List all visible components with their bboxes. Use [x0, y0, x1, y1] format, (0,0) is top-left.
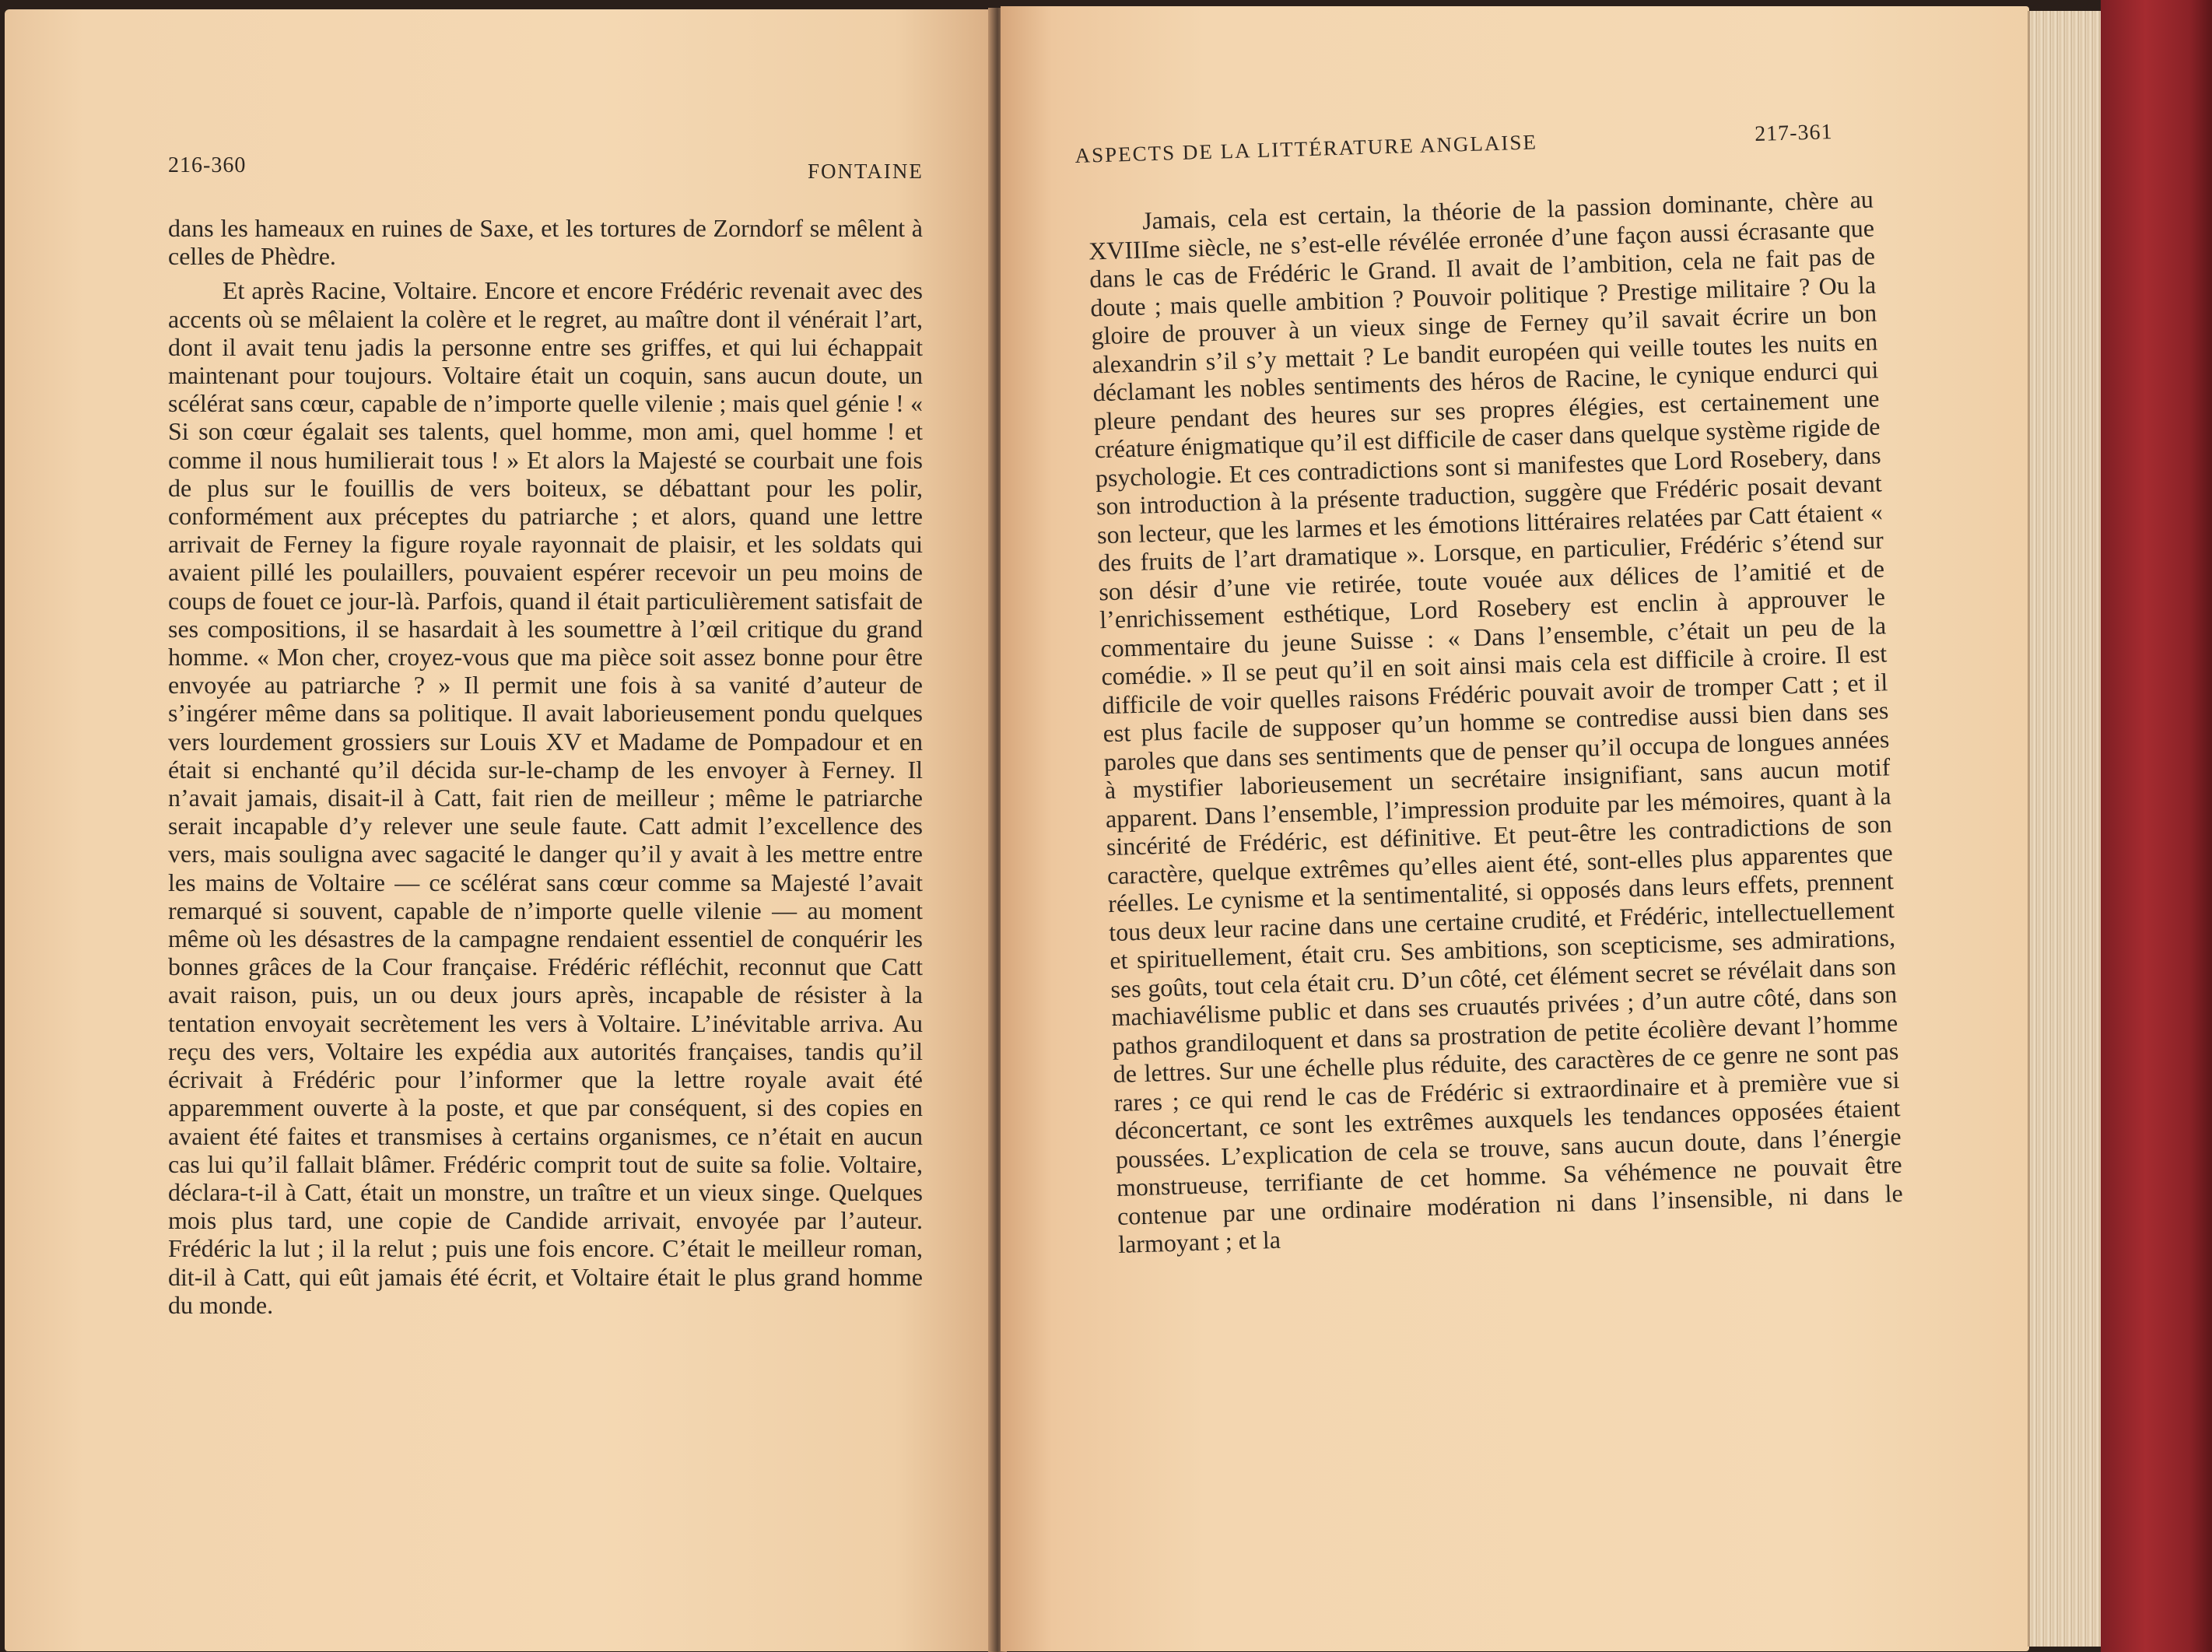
left-paragraph: dans les hameaux en ruines de Saxe, et les tortures de Zorndorf se mêlent à celles de Phèdre.: [168, 214, 923, 271]
right-running-head: ASPECTS DE LA LITTÉRATURE ANGLAISE: [1074, 130, 1538, 167]
left-page-header: [5, 153, 994, 200]
left-page: [5, 9, 994, 1651]
right-page-header: [1001, 116, 2029, 193]
left-running-head: FONTAINE: [808, 160, 924, 183]
book-cover: [2101, 0, 2212, 1652]
left-paragraph: Et après Racine, Voltaire. Encore et encore Frédéric revenait avec des accents où se mêlaient la colère et le regret, au maître dont il vénérait l’art, dont il avait tenu jadis la personne entre ses griffes, et qui lui échappait maintenant pour toujours. Voltaire était un coquin, sans aucun doute, un scélérat sans cœur, capable de n’importe quelle vilenie ; mais quel génie ! « Si son cœur égalait ses talents, quel homme, mon ami, quel homme ! et comme il nous humilierait tous ! » Et alors la Majesté se courbait une fois de plus sur le fouillis de vers boiteux, se débattant pour les polir, conformément aux préceptes du patriarche ; et alors, quand une lettre arrivait de Ferney la figure royale rayonnait de plaisir, et les soldats qui avaient pillé les poulaillers, pouvaient espérer recevoir un peu moins de coups de fouet ce jour-là. Parfois, quand il était particulièrement satisfait de ses compositions, il se hasardait à les soumettre à l’œil critique du grand homme. « Mon cher, croyez-vous que ma pièce soit assez bonne pour être envoyée au patriarche ? » Il permit une fois à sa vanité d’auteur de s’ingérer même dans sa politique. Il avait laborieusement pondu quelques vers lourdement grossiers sur Louis XV et Madame de Pompadour et en était si enchanté qu’il décida sur-le-champ de les envoyer à Ferney. Il n’avait jamais, disait-il à Catt, fait rien de meilleur ; même le patriarche serait incapable d’y relever une seule faute. Catt admit l’excellence des vers, mais souligna avec sagacité le danger qu’il y avait à les mettre entre les mains de Voltaire — ce scélérat sans cœur comme sa Majesté l’avait remarqué si souvent, capable de n’importe quelle vilenie — au moment même où les désastres de la campagne rendaient essentiel de conquérir les bonnes grâces de la Cour française. Frédéric réfléchit, reconnut que Catt avait raison, puis, un ou deux jours après, incapable de résister à la tentation envoyait secrètement les vers à Voltaire. L’inévitable arriva. Au reçu des vers, Voltaire les expédia aux autorités françaises, tandis qu’il écrivait à Frédéric pour l’informer que la lettre royale avait été apparemment ouverte à la poste, et que par conséquent, si des copies en avaient été faites et transmises à certains organismes, ce n’était en aucun cas lui qu’il fallait blâmer. Frédéric comprit tout de suite sa folie. Voltaire, déclara-t-il à Catt, était un monstre, un traître et un vieux singe. Quelques mois plus tard, une copie de Candide arrivait, envoyée par l’auteur. Frédéric la lut ; il la relut ; puis une fois encore. C’était le meilleur roman, dit-il à Catt, qui eût jamais été écrit, et Voltaire était le plus grand homme du monde.: [168, 276, 923, 1319]
left-page-text: [168, 214, 923, 1319]
right-folio: 217-361: [1754, 120, 1833, 147]
page-edges: [2028, 11, 2108, 1647]
right-paragraph: Jamais, cela est certain, la théorie de la passion dominante, chère au XVIIIme siècle, ne s’est-elle révélée erronée d’une façon aussi écrasante que dans le cas de Frédéric le Grand. Il avait de l’ambition, cela ne fait pas de doute ; mais quelle ambition ? Pouvoir politique ? Prestige militaire ? Ou la gloire de prouver à un vieux singe de Ferney qu’il savait écrire un bon alexandrin s’il s’y mettait ? Le bandit européen qui veille toutes les nuits en déclamant les nobles sentiments des héros de Racine, le cynique endurci qui pleure pendant des heures sur ses propres élégies, est certainement une créature énigmatique qu’il est difficile de caser dans quelque système rigide de psychologie. Et ces contradictions sont si manifestes que Lord Rosebery, dans son introduction à la présente traduction, suggère que Frédéric posait devant son lecteur, que les larmes et les émotions littéraires relatées par Catt étaient « des fruits de l’art dramatique ». Lorsque, en particulier, Frédéric s’étend sur son désir d’une vie retirée, toute vouée aux délices de l’amitié et de l’enrichissement esthétique, Lord Rosebery est enclin à approuver le commentaire du jeune Suisse : « Dans l’ensemble, c’était un peu de la comédie. » Il se peut qu’il en soit ainsi mais cela est difficile à croire. Il est difficile de voir quelles raisons Frédéric pouvait avoir de tromper Catt ; et il est plus facile de supposer qu’un homme se contredise aussi bien dans ses paroles que dans ses sentiments que de penser qu’il occupa de longues années à mystifier laborieusement un secrétaire insignifiant, sans aucun motif apparent. Dans l’ensemble, l’impression produite par les mémoires, quant à la sincérité de Frédéric, est définitive. Et peut-être les contradictions de son caractère, quelque extrêmes qu’elles aient été, sont-elles plus apparentes que réelles. Le cynisme et la sentimentalité, si opposés dans leurs effets, prennent tous deux leur racine dans une certaine crudité, et Frédéric, intellectuellement et spirituellement, était cru. Ses ambitions, son scepticisme, ses admirations, ses goûts, tout cela était cru. D’un côté, cet élément secret se révélait dans son machiavélisme public et dans ses cruautés privées ; d’un autre côté, dans son pathos grandiloquent et dans sa prostration de petite écolière devant l’homme de lettres. Sur une échelle plus réduite, des caractères de ce genre ne sont pas rares ; ce qui rend le cas de Frédéric si extraordinaire et à première vue si déconcertant, ce sont les extrêmes auxquels les tendances opposées étaient poussées. L’explication de cela se trouve, sans aucun doute, dans l’énergie monstrueuse, terrifiante de cet homme. Sa véhémence ne pouvait être contenue par une ordinaire modération ni dans l’insensible, ni dans le larmoyant ; et la: [1088, 184, 1904, 1258]
right-page-content: [1001, 6, 2029, 1651]
right-page-text: [1088, 185, 1905, 1259]
left-folio: 216-360: [168, 153, 247, 177]
right-page: [1001, 6, 2029, 1651]
